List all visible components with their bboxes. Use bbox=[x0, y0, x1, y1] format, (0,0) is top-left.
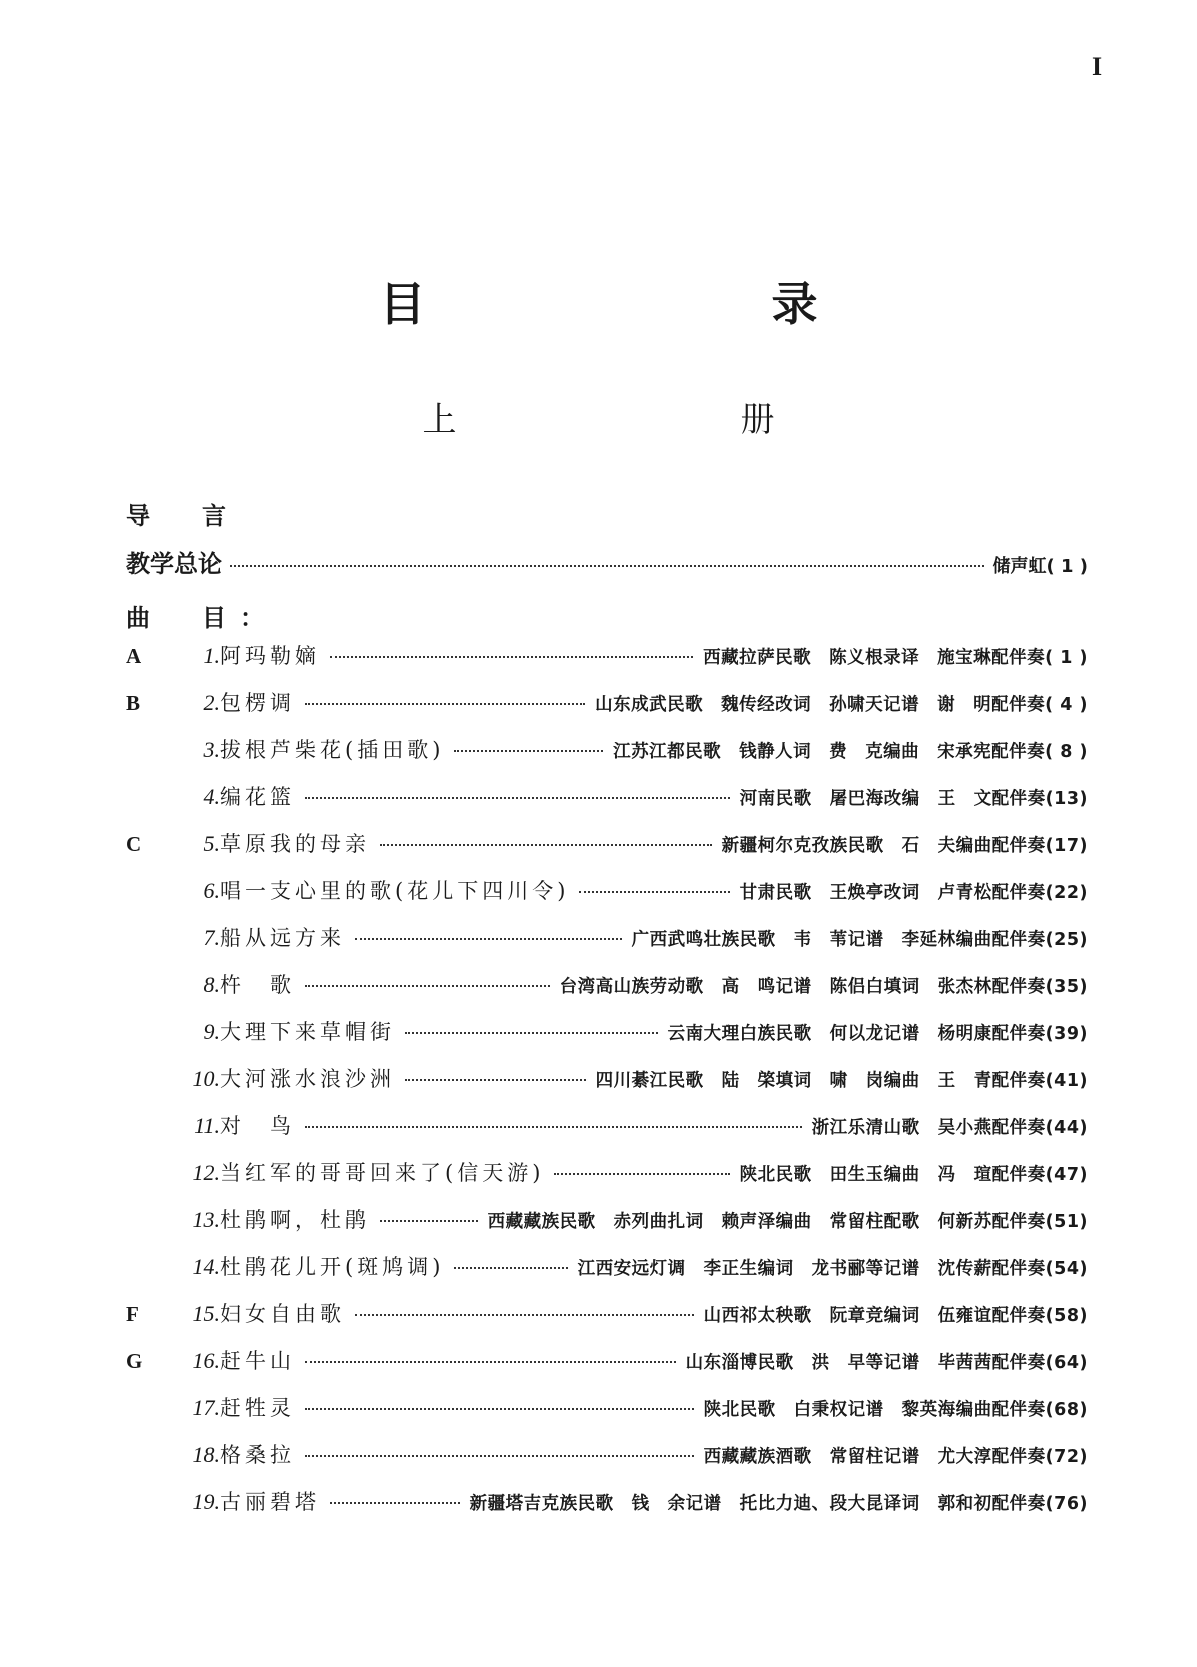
toc-title: 当红军的哥哥回来了(信天游) bbox=[220, 1161, 545, 1185]
toc-number: 14. bbox=[192, 1254, 220, 1279]
toc-title: 格桑拉 bbox=[220, 1443, 295, 1467]
dot-leader bbox=[305, 1455, 694, 1457]
toc-letter: B bbox=[126, 691, 141, 715]
toc-number: 1. bbox=[203, 643, 220, 668]
toc-number: 12. bbox=[192, 1160, 220, 1185]
toc-entry[interactable] bbox=[126, 969, 1088, 1016]
dot-leader bbox=[355, 1314, 694, 1316]
toc-credits: 西藏藏族酒歌 常留柱记谱 尤大淳配伴奏(72) bbox=[703, 1447, 1088, 1467]
toc-entry[interactable] bbox=[126, 687, 1088, 734]
toc-number: 18. bbox=[192, 1442, 220, 1467]
dot-leader bbox=[355, 938, 622, 940]
toc-number: 6. bbox=[203, 878, 220, 903]
dot-leader bbox=[454, 750, 603, 752]
dot-leader bbox=[330, 1502, 460, 1504]
toc-number: 19. bbox=[192, 1489, 220, 1514]
dot-leader bbox=[579, 891, 729, 893]
dot-leader bbox=[405, 1079, 586, 1081]
toc-title: 赶牲灵 bbox=[220, 1396, 295, 1420]
toc-credits: 江苏江都民歌 钱静人词 费 克编曲 宋承宪配伴奏( 8 ) bbox=[613, 742, 1088, 762]
toc-number: 9. bbox=[203, 1019, 220, 1044]
section-items: 曲 目： bbox=[126, 604, 278, 632]
toc-number: 8. bbox=[203, 972, 220, 997]
toc-title: 杜鹃花儿开(斑鸠调) bbox=[220, 1255, 445, 1279]
toc-entry[interactable] bbox=[126, 828, 1088, 875]
toc-title: 杜鹃啊，杜鹃 bbox=[220, 1208, 370, 1232]
toc-letter: A bbox=[126, 644, 142, 668]
dot-leader bbox=[330, 656, 693, 658]
toc-title: 拔根芦柴花(插田歌) bbox=[220, 738, 445, 762]
toc-entry[interactable] bbox=[126, 1157, 1088, 1204]
toc-entry[interactable] bbox=[126, 922, 1088, 969]
section-intro: 导 言 bbox=[126, 502, 240, 530]
toc-number: 4. bbox=[203, 784, 220, 809]
toc-entry[interactable] bbox=[126, 1439, 1088, 1486]
toc-letter: F bbox=[126, 1302, 139, 1326]
toc-entry[interactable] bbox=[126, 1298, 1088, 1345]
toc-credits: 新疆塔吉克族民歌 钱 余记谱 托比力迪、段大昆译词 郭和初配伴奏(76) bbox=[469, 1494, 1088, 1514]
toc-entry[interactable] bbox=[126, 640, 1088, 687]
toc-entry[interactable] bbox=[126, 875, 1088, 922]
toc-entry[interactable] bbox=[126, 1016, 1088, 1063]
toc-letter: C bbox=[126, 832, 142, 856]
toc-credits: 台湾高山族劳动歌 高 鸣记谱 陈侣白填词 张杰林配伴奏(35) bbox=[559, 977, 1088, 997]
toc-title: 对 鸟 bbox=[220, 1114, 295, 1138]
toc-title: 赶牛山 bbox=[220, 1349, 295, 1373]
dot-leader bbox=[305, 1126, 802, 1128]
toc-credits: 河南民歌 屠巴海改编 王 文配伴奏(13) bbox=[739, 789, 1088, 809]
toc-title: 船从远方来 bbox=[220, 926, 345, 950]
toc-credits: 西藏拉萨民歌 陈义根录译 施宝琳配伴奏( 1 ) bbox=[703, 648, 1088, 668]
toc-number: 17. bbox=[192, 1395, 220, 1420]
toc-entry[interactable] bbox=[126, 1063, 1088, 1110]
toc-credits: 陕北民歌 白秉权记谱 黎英海编曲配伴奏(68) bbox=[703, 1400, 1088, 1420]
toc-entry[interactable] bbox=[126, 1345, 1088, 1392]
dot-leader bbox=[305, 703, 585, 705]
toc-title: 包楞调 bbox=[220, 691, 295, 715]
toc-credits: 山东淄博民歌 洪 早等记谱 毕茜茜配伴奏(64) bbox=[685, 1353, 1088, 1373]
toc-credits: 新疆柯尔克孜族民歌 石 夫编曲配伴奏(17) bbox=[721, 836, 1088, 856]
section-general-credit: 储声虹( 1 ) bbox=[992, 556, 1088, 577]
toc-list bbox=[126, 640, 1088, 1533]
toc-letter: G bbox=[126, 1349, 143, 1373]
toc-credits: 西藏藏族民歌 赤列曲扎词 赖声泽编曲 常留柱配歌 何新苏配伴奏(51) bbox=[487, 1212, 1088, 1232]
toc-entry[interactable] bbox=[126, 1110, 1088, 1157]
toc-credits: 云南大理白族民歌 何以龙记谱 杨明康配伴奏(39) bbox=[667, 1024, 1088, 1044]
toc-title: 编花篮 bbox=[220, 785, 295, 809]
toc-credits: 甘肃民歌 王焕亭改词 卢青松配伴奏(22) bbox=[739, 883, 1088, 903]
toc-number: 5. bbox=[203, 831, 220, 856]
toc-number: 3. bbox=[203, 737, 220, 762]
page-number: I bbox=[1092, 52, 1103, 81]
dot-leader bbox=[380, 844, 712, 846]
dot-leader bbox=[305, 797, 730, 799]
toc-title: 古丽碧塔 bbox=[220, 1490, 320, 1514]
toc-number: 10. bbox=[192, 1066, 220, 1091]
toc-credits: 山东成武民歌 魏传经改词 孙啸天记谱 谢 明配伴奏( 4 ) bbox=[595, 695, 1088, 715]
toc-title: 草原我的母亲 bbox=[220, 832, 370, 856]
toc-credits: 江西安远灯调 李正生编词 龙书郦等记谱 沈传薪配伴奏(54) bbox=[577, 1259, 1088, 1279]
dot-leader bbox=[405, 1032, 658, 1034]
toc-title: 大理下来草帽街 bbox=[220, 1020, 395, 1044]
toc-number: 16. bbox=[192, 1348, 220, 1373]
toc-title: 大河涨水浪沙洲 bbox=[220, 1067, 395, 1091]
toc-entry[interactable] bbox=[126, 781, 1088, 828]
volume-heading: 上 册 bbox=[422, 400, 900, 440]
toc-credits: 陕北民歌 田生玉编曲 冯 瑄配伴奏(47) bbox=[739, 1165, 1088, 1185]
toc-credits: 四川綦江民歌 陆 棨填词 啸 岗编曲 王 青配伴奏(41) bbox=[595, 1071, 1088, 1091]
toc-entry[interactable] bbox=[126, 1251, 1088, 1298]
dot-leader bbox=[554, 1173, 729, 1175]
dot-leader bbox=[380, 1220, 478, 1222]
toc-number: 7. bbox=[203, 925, 220, 950]
toc-number: 11. bbox=[194, 1113, 220, 1138]
toc-number: 15. bbox=[192, 1301, 220, 1326]
toc-entry[interactable] bbox=[126, 1204, 1088, 1251]
toc-credits: 浙江乐清山歌 吴小燕配伴奏(44) bbox=[811, 1118, 1088, 1138]
toc-title: 阿玛勒嫡 bbox=[220, 644, 320, 668]
dot-leader bbox=[230, 565, 984, 567]
toc-title: 杵 歌 bbox=[220, 973, 295, 997]
toc-credits: 广西武鸣壮族民歌 韦 苇记谱 李延林编曲配伴奏(25) bbox=[631, 930, 1088, 950]
toc-title: 唱一支心里的歌(花儿下四川令) bbox=[220, 879, 570, 903]
dot-leader bbox=[454, 1267, 567, 1269]
toc-number: 2. bbox=[203, 690, 220, 715]
dot-leader bbox=[305, 1408, 694, 1410]
section-general-label: 教学总论 bbox=[126, 550, 222, 578]
toc-title: 妇女自由歌 bbox=[220, 1302, 345, 1326]
toc-entry[interactable] bbox=[126, 1392, 1088, 1439]
section-general[interactable] bbox=[126, 544, 1088, 579]
dot-leader bbox=[305, 985, 550, 987]
toc-number: 13. bbox=[192, 1207, 220, 1232]
dot-leader bbox=[305, 1361, 676, 1363]
toc-credits: 山西祁太秧歌 阮章竞编词 伍雍谊配伴奏(58) bbox=[703, 1306, 1088, 1326]
toc-entry[interactable] bbox=[126, 734, 1088, 781]
page-title: 目 录 bbox=[379, 277, 968, 331]
toc-entry[interactable] bbox=[126, 1486, 1088, 1533]
